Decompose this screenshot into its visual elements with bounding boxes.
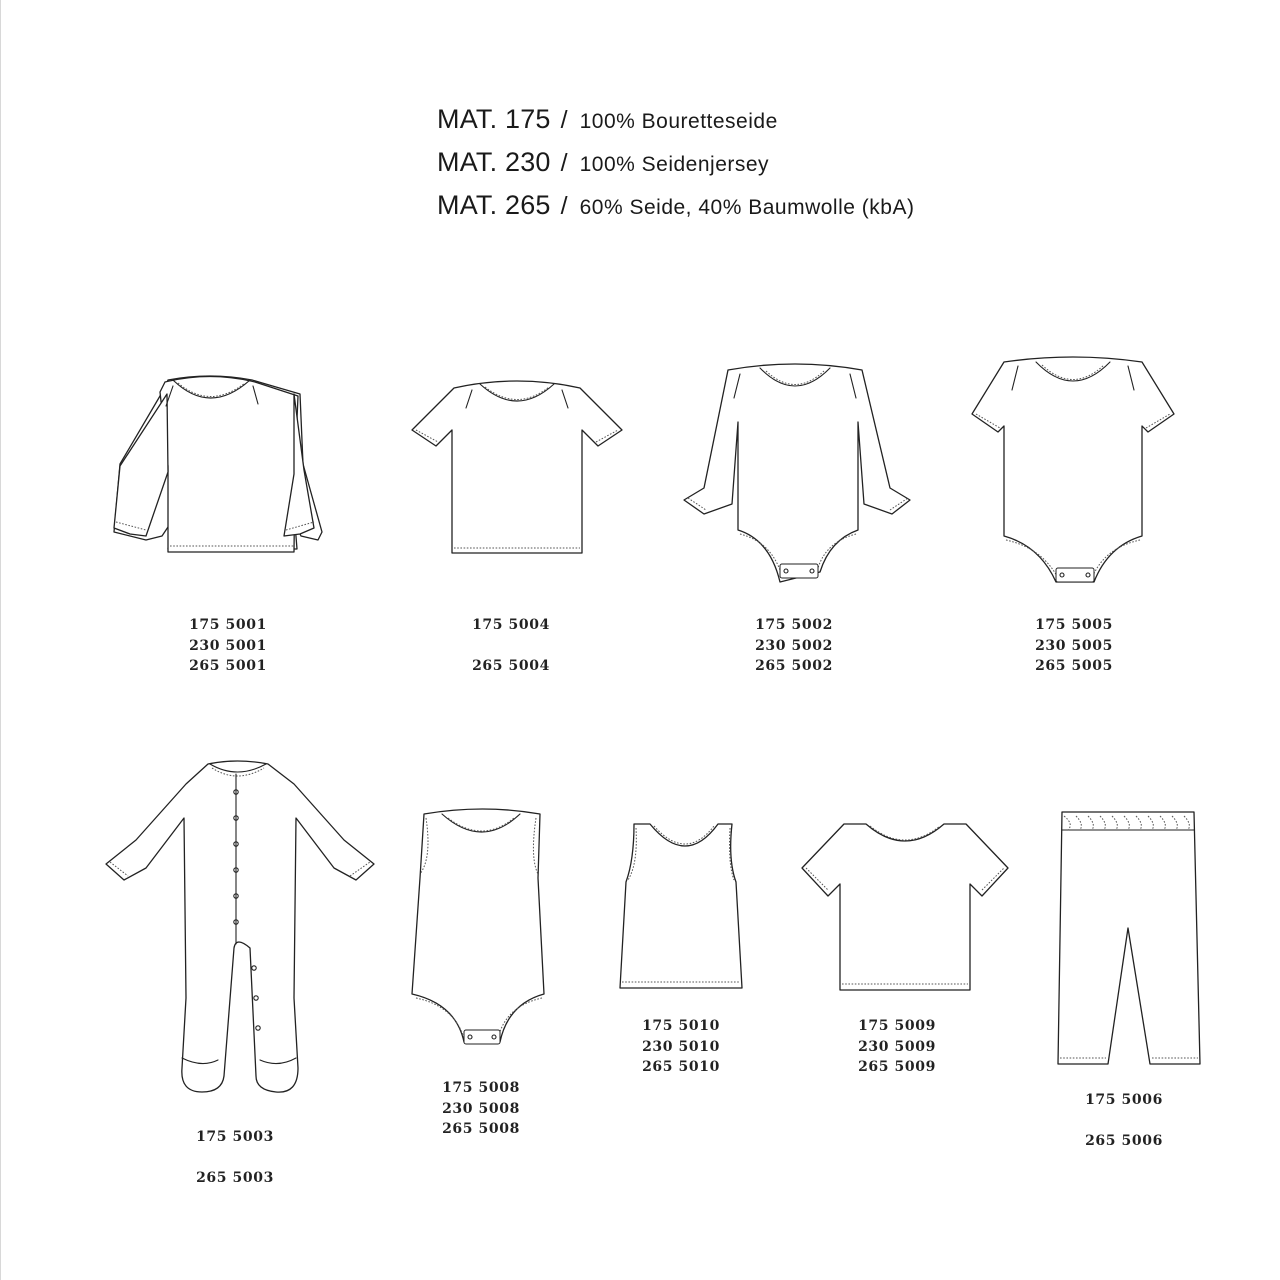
article-number: 175 5006 (1085, 1092, 1163, 1108)
article-numbers-5009 (837, 1016, 957, 1078)
article-number: 175 5003 (196, 1129, 274, 1145)
article-numbers-5004 (451, 615, 571, 677)
material-code: MAT. 230 (437, 147, 551, 177)
article-number: 265 5006 (1085, 1133, 1163, 1149)
material-separator: / (560, 106, 568, 134)
article-number: 175 5002 (755, 617, 833, 633)
tank-top-illustration (614, 820, 754, 995)
sleeveless-body-illustration (408, 808, 558, 1048)
article-number: 265 5004 (472, 658, 550, 674)
article-number: 265 5002 (755, 658, 833, 674)
article-numbers-5008 (421, 1078, 541, 1140)
article-number: 265 5008 (442, 1121, 520, 1137)
article-number: 265 5001 (189, 658, 267, 674)
article-number: 265 5005 (1035, 658, 1113, 674)
article-number: 175 5009 (858, 1018, 936, 1034)
sleepsuit-illustration (102, 758, 382, 1098)
article-number: 230 5005 (1035, 637, 1113, 654)
material-list (437, 104, 914, 233)
article-number: 265 5010 (642, 1059, 720, 1075)
page-edge-rule (0, 0, 1, 1280)
material-row (437, 190, 914, 233)
article-numbers-5001 (168, 615, 288, 677)
article-number (1064, 1111, 1184, 1132)
shortsleeve-shirt-illustration (410, 378, 630, 558)
material-description: 100% Bouretteseide (579, 110, 778, 133)
longsleeve-body-illustration (680, 362, 915, 587)
article-number: 175 5008 (442, 1080, 520, 1096)
material-description: 60% Seide, 40% Baumwolle (kbA) (579, 196, 915, 219)
article-numbers-5010 (621, 1016, 741, 1078)
material-row (437, 147, 914, 190)
material-separator: / (560, 149, 568, 177)
article-number: 265 5003 (196, 1170, 274, 1186)
scoop-tee-illustration (800, 818, 1010, 998)
article-number: 230 5009 (858, 1038, 936, 1055)
article-number: 175 5004 (472, 617, 550, 633)
material-row (437, 104, 914, 147)
material-code: MAT. 265 (437, 190, 551, 220)
shortsleeve-body-illustration (970, 356, 1180, 591)
article-numbers-5006 (1064, 1090, 1184, 1152)
article-number: 175 5001 (189, 617, 267, 633)
article-number: 230 5002 (755, 637, 833, 654)
article-number: 230 5008 (442, 1100, 520, 1117)
article-numbers-5003 (175, 1127, 295, 1189)
article-number: 230 5001 (189, 637, 267, 654)
article-number: 230 5010 (642, 1038, 720, 1055)
leggings-illustration (1054, 808, 1204, 1070)
article-number: 175 5010 (642, 1018, 720, 1034)
article-number (175, 1148, 295, 1169)
longsleeve-shirt-illustration (110, 374, 310, 564)
material-separator: / (560, 192, 568, 220)
article-numbers-5005 (1014, 615, 1134, 677)
article-numbers-5002 (734, 615, 854, 677)
material-code: MAT. 175 (437, 104, 551, 134)
article-number: 265 5009 (858, 1059, 936, 1075)
material-description: 100% Seidenjersey (579, 153, 770, 176)
article-number: 175 5005 (1035, 617, 1113, 633)
article-number (451, 636, 571, 657)
